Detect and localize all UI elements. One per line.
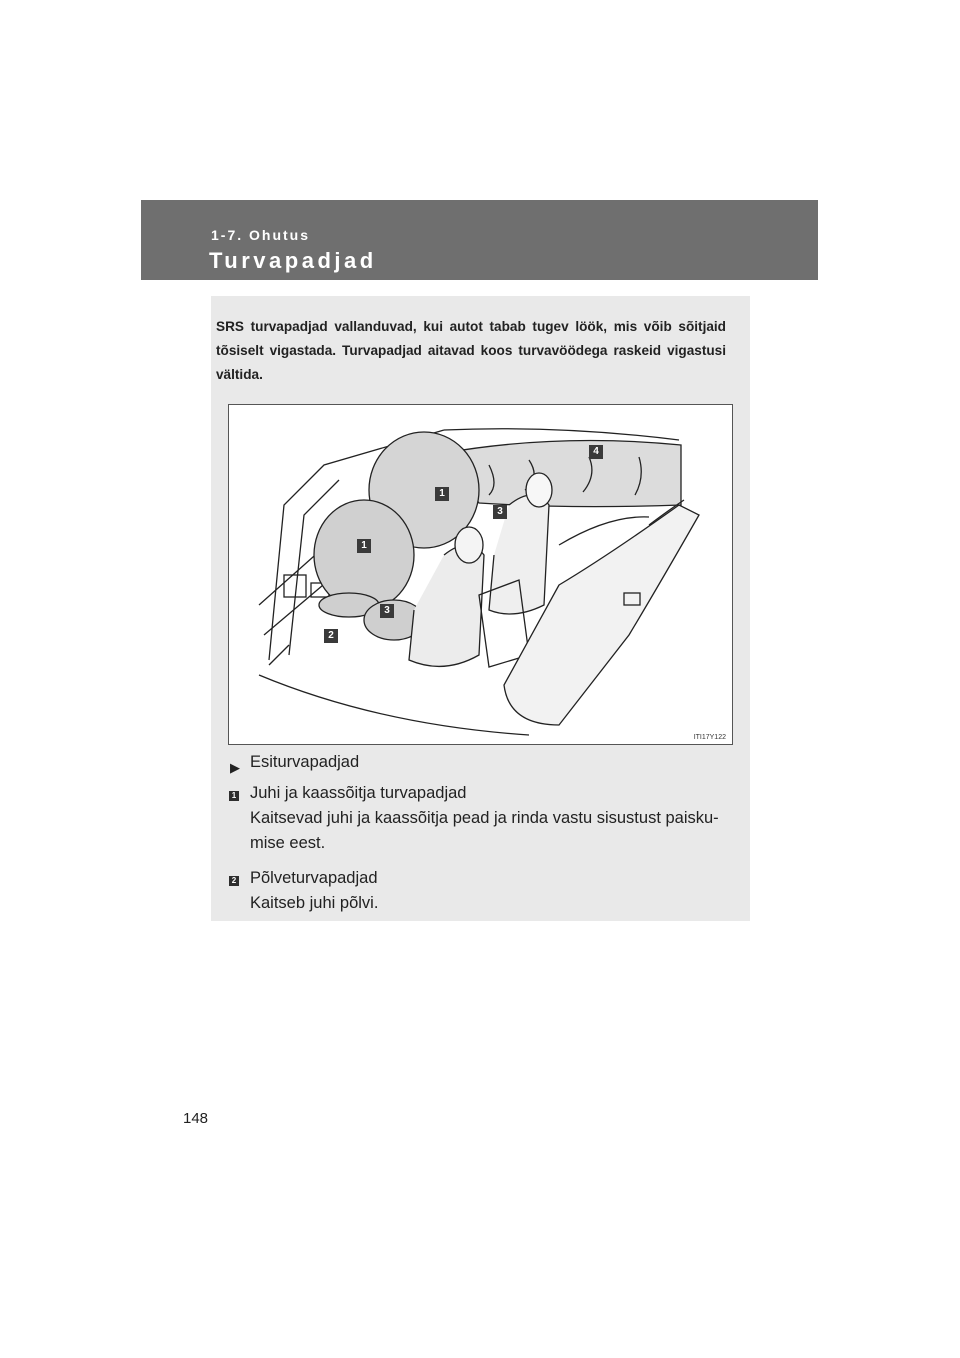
list-item-desc: Kaitsevad juhi ja kaassõitja pead ja rinda vastu sisustust paisku- <box>250 809 719 827</box>
airbag-list <box>211 750 750 916</box>
callout-1: 1 <box>435 487 449 501</box>
content-panel <box>211 296 750 921</box>
figure-code: ITI17Y122 <box>693 734 726 741</box>
callout-4: 4 <box>589 445 603 459</box>
callout-3: 3 <box>493 505 507 519</box>
callout-3: 3 <box>380 604 394 618</box>
chapter-header <box>141 200 818 280</box>
callout-1: 1 <box>357 539 371 553</box>
airbag-illustration <box>228 404 733 745</box>
section-label: 1-7. Ohutus <box>211 227 311 243</box>
page-title: Turvapadjad <box>209 248 377 273</box>
list-item-desc: mise eest. <box>250 834 326 852</box>
intro-paragraph: SRS turvapadjad vallanduvad, kui autot tabab tugev löök, mis võib sõitjaid tõsiselt vigastada. Turvapadjad aitavad koos turvavöödega raskeid vigastusi vältida. <box>216 319 726 382</box>
list-heading-text: Esiturvapadjad <box>250 753 360 771</box>
list-heading <box>211 750 750 775</box>
number-badge: 2 <box>229 876 239 886</box>
list-item-title: Juhi ja kaassõitja turvapadjad <box>250 784 467 802</box>
page-number: 148 <box>183 1110 209 1127</box>
list-item-desc: Kaitseb juhi põlvi. <box>250 894 379 912</box>
list-item <box>211 866 750 916</box>
callout-2: 2 <box>324 629 338 643</box>
list-item <box>211 781 750 856</box>
list-item-title: Põlveturvapadjad <box>250 869 378 887</box>
triangle-bullet-icon: ▶ <box>230 760 240 775</box>
number-badge: 1 <box>229 791 239 801</box>
car-interior-drawing <box>229 405 732 744</box>
